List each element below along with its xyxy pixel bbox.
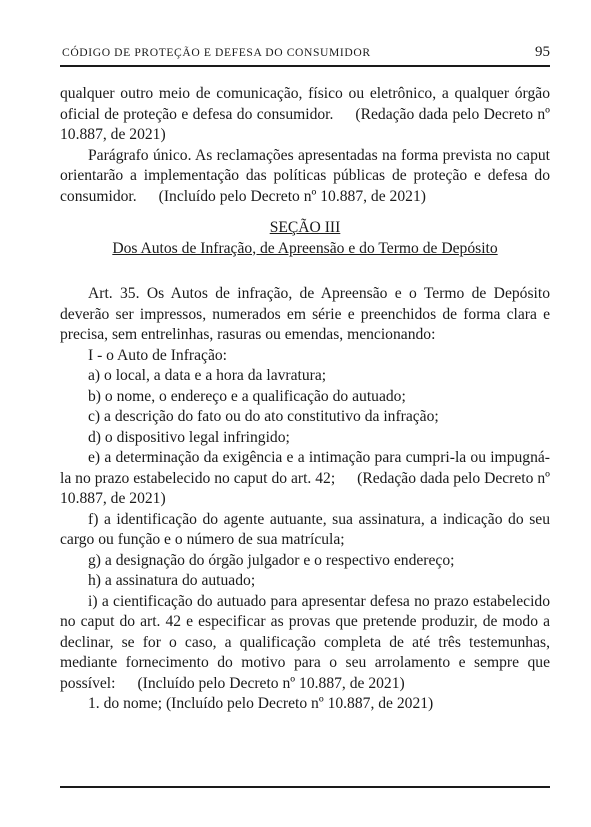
- paragraph-unico: [60, 146, 550, 208]
- paragraph: [60, 84, 550, 146]
- paragraph-text: qualquer outro meio de comunicação, físico ou eletrônico, a qualquer órgão oficial de proteção e defesa do consumidor.: [60, 85, 550, 123]
- list-item-1: [60, 694, 550, 715]
- list-item-f: f) a identificação do agente autuante, sua assinatura, a indicação do seu cargo ou função e o número de sua matrícula;: [60, 510, 550, 548]
- list-item-d: d) o dispositivo legal infringido;: [88, 428, 290, 446]
- running-title: CÓDIGO DE PROTEÇÃO E DEFESA DO CONSUMIDOR: [62, 46, 371, 59]
- running-header: [60, 44, 550, 64]
- page-number: 95: [535, 44, 550, 60]
- list-item-I: I - o Auto de Infração:: [88, 346, 227, 364]
- amendment-note: (Incluído pelo Decreto nº 10.887, de 2021): [137, 674, 405, 692]
- list-item-h: h) a assinatura do autuado;: [88, 572, 256, 589]
- section-title: Dos Autos de Infração, de Apreensão e do Termo de Depósito: [112, 239, 498, 257]
- body-text: [60, 84, 550, 715]
- amendment-note: (Incluído pelo Decreto nº 10.887, de 2021): [165, 695, 434, 712]
- list-item-e: [60, 448, 550, 510]
- list-item-i: [60, 592, 550, 695]
- list-item-g: g) a designação do órgão julgador e o respectivo endereço;: [88, 551, 455, 569]
- amendment-note: (Redação dada pelo Decreto nº 10.887, de 2021): [60, 105, 550, 143]
- footer-rule: [60, 786, 550, 788]
- header-rule: [60, 65, 550, 67]
- amendment-note: (Redação dada pelo Decreto nº 10.887, de 2021): [60, 469, 550, 507]
- amendment-note: (Incluído pelo Decreto nº 10.887, de 2021): [158, 187, 426, 205]
- list-item-c: c) a descrição do fato ou do ato constitutivo da infração;: [88, 408, 439, 425]
- list-item-text: 1. do nome;: [88, 695, 163, 712]
- list-item-a: a) o local, a data e a hora da lavratura;: [88, 367, 327, 384]
- section-label: SEÇÃO III: [269, 219, 341, 236]
- paragraph-text: Parágrafo único. As reclamações apresentadas na forma prevista no caput orientarão a implementação das políticas públicas de proteção e defesa do consumidor.: [60, 146, 550, 205]
- article-35: Art. 35. Os Autos de infração, de Apreensão e o Termo de Depósito deverão ser impressos, numerados em série e preenchidos de forma clara e precisa, sem entrelinhas, rasuras ou emendas, mencionando:: [60, 285, 550, 343]
- list-item-text: i) a cientificação do autuado para apresentar defesa no prazo estabelecido no caput do art. 42 e especificar as provas que pretende produzir, de modo a declinar, se for o caso, a qualificação completa de até três testemunhas, mediante fornecimento do motivo para o seu arrolamento e sempre que possível:: [60, 592, 550, 692]
- spacer: [60, 259, 550, 284]
- list-item-text: e) a determinação da exigência e a intimação para cumpri-la ou impugná-la no prazo estabelecido no caput do art. 42;: [60, 449, 550, 487]
- list-item-b: b) o nome, o endereço e a qualificação do autuado;: [88, 387, 406, 405]
